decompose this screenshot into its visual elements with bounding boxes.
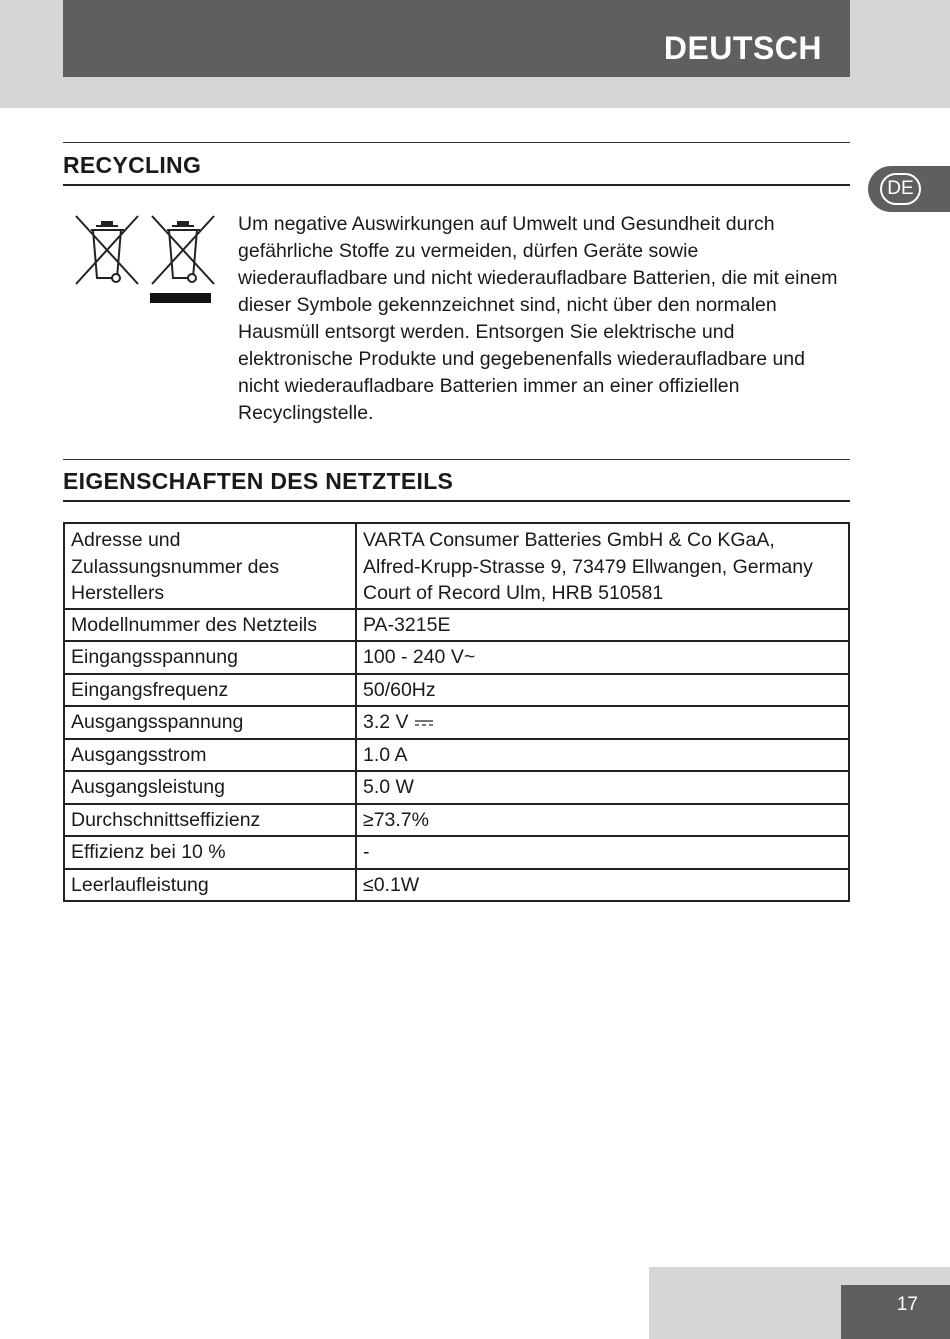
table-row bbox=[64, 523, 849, 609]
row-value: 100 - 240 V~ bbox=[356, 641, 849, 674]
row-value: 5.0 W bbox=[356, 771, 849, 804]
section-rule-top bbox=[63, 142, 850, 143]
row-label: Effizienz bei 10 % bbox=[64, 836, 356, 869]
row-label: Adresse und Zulassungsnummer des Herstellers bbox=[64, 523, 356, 609]
row-value: - bbox=[356, 836, 849, 869]
row-label: Ausgangsspannung bbox=[64, 706, 356, 739]
row-label: Ausgangsleistung bbox=[64, 771, 356, 804]
table-row bbox=[64, 739, 849, 772]
header-bar bbox=[63, 0, 850, 77]
language-badge: DE bbox=[880, 173, 921, 205]
table-row bbox=[64, 706, 849, 739]
section-rule-bottom bbox=[63, 184, 850, 186]
recycling-title: RECYCLING bbox=[63, 152, 202, 178]
language-title: DEUTSCH bbox=[663, 30, 822, 66]
row-value: ≥73.7% bbox=[356, 804, 849, 837]
table-row bbox=[64, 836, 849, 869]
power-supply-table bbox=[63, 522, 850, 902]
row-value: 1.0 A bbox=[356, 739, 849, 772]
dc-voltage-icon bbox=[414, 718, 434, 728]
power-supply-title: EIGENSCHAFTEN DES NETZTEILS bbox=[63, 468, 454, 494]
row-label: Ausgangsstrom bbox=[64, 739, 356, 772]
row-value bbox=[356, 523, 849, 609]
table-row bbox=[64, 804, 849, 837]
table-row bbox=[64, 869, 849, 902]
table-row bbox=[64, 641, 849, 674]
table-row bbox=[64, 609, 849, 642]
row-label: Eingangsspannung bbox=[64, 641, 356, 674]
page-number: 17 bbox=[896, 1294, 918, 1315]
row-label: Leerlaufleistung bbox=[64, 869, 356, 902]
row-label: Durchschnittseffizienz bbox=[64, 804, 356, 837]
row-value: ≤0.1W bbox=[356, 869, 849, 902]
address-line: Alfred-Krupp-Strasse 9, 73479 Ellwangen, Germany bbox=[363, 555, 813, 578]
crossed-out-wheelie-bin-icon bbox=[72, 212, 217, 307]
table-row bbox=[64, 771, 849, 804]
recycling-paragraph: Um negative Auswirkungen auf Umwelt und Gesundheit durch gefährliche Stoffe zu vermeiden, dürfen Geräte sowie wiederaufladbare und nicht wiederaufladbare Batterien, die mit einem dieser Symbole gekennzeichnet sind, nicht über den normalen Hausmüll entsorgt werden. Entsorgen Sie elektrische und elektronische Produkte und gegebenenfalls wiederaufladbare und nicht wiederaufladbare Batterien immer an einer offiziellen Recyclingstelle. bbox=[238, 213, 838, 424]
language-tab bbox=[868, 166, 950, 212]
section-rule-top bbox=[63, 459, 850, 460]
table-row bbox=[64, 674, 849, 707]
address-line: VARTA Consumer Batteries GmbH & Co KGaA, bbox=[363, 529, 775, 551]
solid-bar-icon bbox=[150, 293, 211, 303]
recycling-symbols bbox=[72, 212, 217, 307]
page-number-box bbox=[841, 1285, 950, 1339]
row-value: 50/60Hz bbox=[356, 674, 849, 707]
row-label: Eingangsfrequenz bbox=[64, 674, 356, 707]
section-rule-bottom bbox=[63, 500, 850, 502]
address-line: Court of Record Ulm, HRB 510581 bbox=[363, 582, 664, 604]
row-label: Modellnummer des Netzteils bbox=[64, 609, 356, 642]
row-value bbox=[356, 706, 849, 739]
row-value: PA-3215E bbox=[356, 609, 849, 642]
output-voltage-value: 3.2 V bbox=[363, 711, 409, 733]
